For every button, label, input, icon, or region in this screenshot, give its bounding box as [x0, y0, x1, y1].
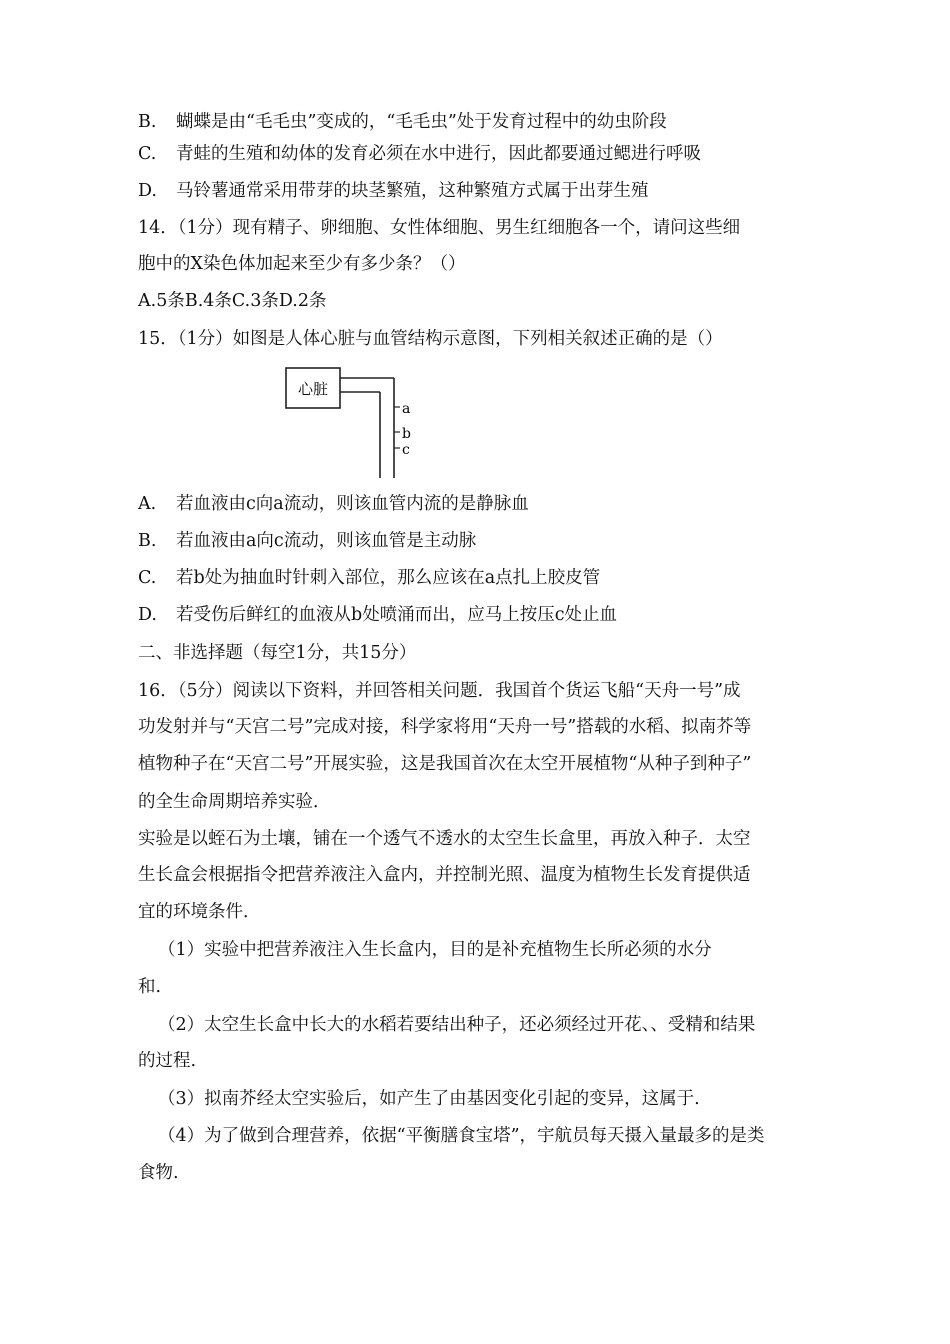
- q15-option-d: [138, 603, 617, 627]
- heart-vessel-diagram: [284, 366, 424, 478]
- option-label: C.: [138, 144, 157, 164]
- q16-paragraph1-line: 的全生命周期培养实验．: [138, 792, 331, 812]
- q14-options: A.5条B.4条C.3条D.2条: [138, 291, 327, 311]
- option-label: A.: [138, 494, 157, 514]
- q13-option-c: [138, 142, 701, 166]
- option-text: 蝴蝶是由“毛毛虫”变成的，“毛毛虫”处于发育过程中的幼虫阶段: [176, 112, 667, 132]
- option-label: C.: [138, 568, 157, 588]
- q14-stem-line2: 胞中的X染色体加起来至少有多少条？（）: [138, 254, 466, 274]
- q14-stem-line1: 14．（1分）现有精子、卵细胞、女性体细胞、男生红细胞各一个，请问这些细: [138, 218, 741, 238]
- q16-subquestion-4: （4）为了做到合理营养，依据“平衡膳食宝塔”，宇航员每天摄入量最多的是类: [158, 1126, 765, 1146]
- option-label: D.: [138, 605, 157, 625]
- q15-stem: 15．（1分）如图是人体心脏与血管结构示意图，下列相关叙述正确的是（）: [138, 329, 723, 349]
- q15-option-c: [138, 566, 600, 590]
- q16-paragraph2-line: 宜的环境条件．: [138, 902, 261, 922]
- option-text: 青蛙的生殖和幼体的发育必须在水中进行，因此都要通过鳃进行呼吸: [176, 144, 701, 164]
- option-text: 若b处为抽血时针刺入部位，那么应该在a点扎上胶皮管: [176, 568, 601, 588]
- option-text: 若血液由c向a流动，则该血管内流的是静脉血: [176, 494, 529, 514]
- option-label: B.: [138, 531, 157, 551]
- q16-paragraph2-line: 实验是以蛭石为土壤，铺在一个透气不透水的太空生长盒里，再放入种子．太空: [138, 829, 751, 849]
- option-text: 若血液由a向c流动，则该血管是主动脉: [176, 531, 477, 551]
- q16-subquestion-4-cont: 食物.: [138, 1163, 179, 1183]
- q16-paragraph2-line: 生长盒会根据指令把营养液注入盒内，并控制光照、温度为植物生长发育提供适: [138, 865, 751, 885]
- option-label: D.: [138, 181, 157, 201]
- option-label: B.: [138, 112, 157, 132]
- q16-subquestion-3: （3）拟南芥经太空实验后，如产生了由基因变化引起的变异，这属于.: [158, 1089, 700, 1109]
- q16-subquestion-2-cont: 的过程.: [138, 1051, 197, 1071]
- section-heading: 二、非选择题（每空1分，共15分）: [138, 643, 417, 663]
- point-c-label: c: [402, 442, 410, 458]
- q15-option-a: [138, 492, 529, 516]
- q16-paragraph1-line: 16．（5分）阅读以下资料，并回答相关问题．我国首个货运飞船“天舟一号”成: [138, 681, 741, 701]
- q13-option-d: [138, 179, 649, 203]
- heart-label: 心脏: [297, 380, 329, 398]
- option-text: 马铃薯通常采用带芽的块茎繁殖，这种繁殖方式属于出芽生殖: [176, 181, 649, 201]
- point-b-label: b: [402, 426, 411, 442]
- option-text: 若受伤后鲜红的血液从b处喷涌而出，应马上按压c处止血: [176, 605, 618, 625]
- q16-paragraph1-line: 植物种子在“天宫二号”开展实验，这是我国首次在太空开展植物“从种子到种子”: [138, 754, 752, 774]
- q16-paragraph1-line: 功发射并与“天宫二号”完成对接，科学家将用“天舟一号”搭载的水稻、拟南芥等: [138, 717, 752, 737]
- q16-subquestion-2: （2）太空生长盒中长大的水稻若要结出种子，还必须经过开花、、受精和结果: [158, 1015, 756, 1035]
- q16-subquestion-1-cont: 和.: [138, 977, 162, 997]
- point-a-label: a: [402, 401, 411, 417]
- q13-option-b: [138, 110, 667, 134]
- q15-option-b: [138, 529, 476, 553]
- q16-subquestion-1: （1）实验中把营养液注入生长盒内，目的是补充植物生长所必须的水分: [158, 940, 712, 960]
